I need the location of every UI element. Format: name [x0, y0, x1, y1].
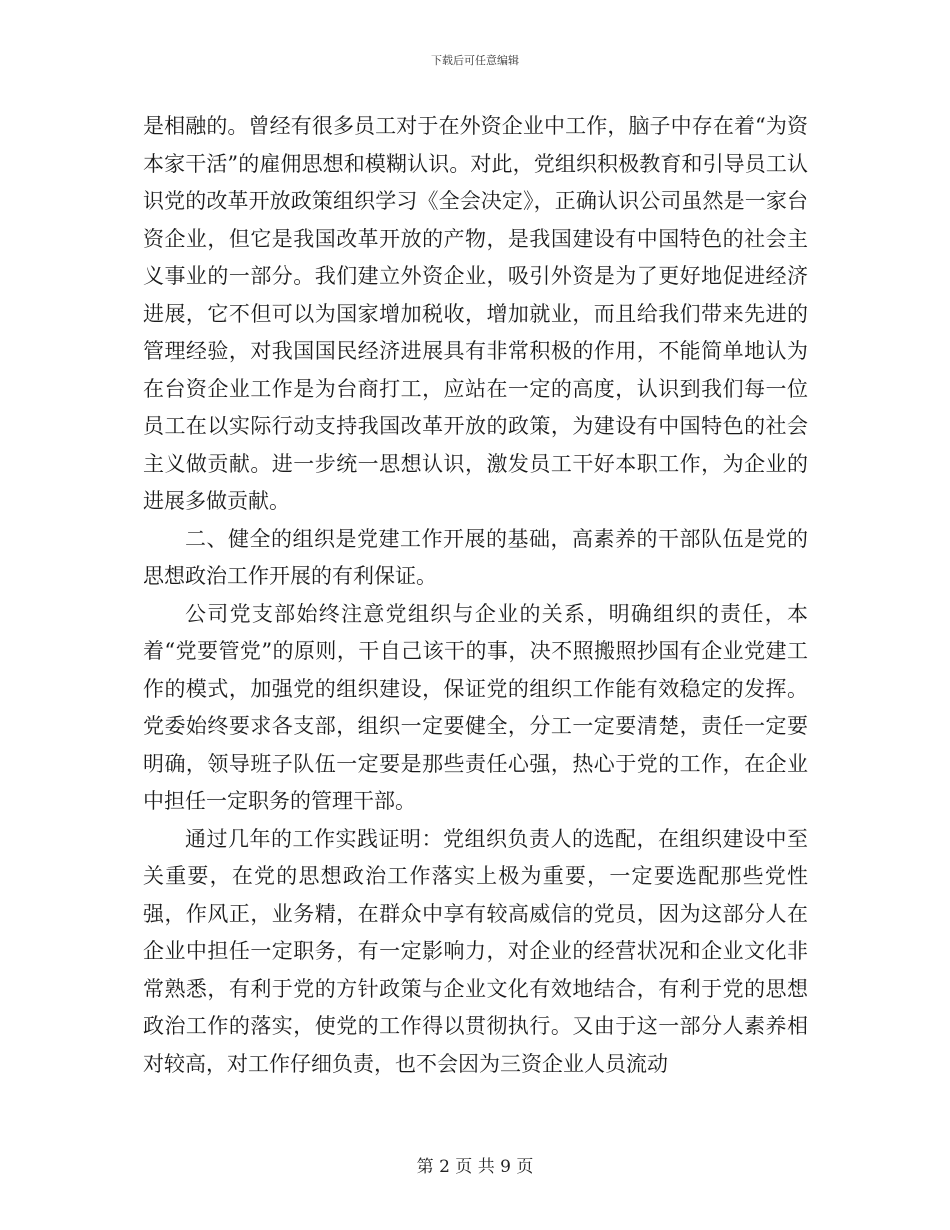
paragraph-continued: 是相融的。曾经有很多员工对于在外资企业中工作，脑子中存在着“为资本家干活”的雇佣思想和模糊认识。对此，党组织积极教育和引导员工认识党的改革开放政策组织学习《全会决定》，正确认识公司虽然是一家台资企业，但它是我国改革开放的产物，是我国建设有中国特色的社会主义事业的一部分。我们建立外资企业，吸引外资是为了更好地促进经济进展，它不但可以为国家增加税收，增加就业，而且给我们带来先进的管理经验，对我国国民经济进展具有非常积极的作用，不能简单地认为在台资企业工作是为台商打工，应站在一定的高度，认识到我们每一位员工在以实际行动支持我国改革开放的政策，为建设有中国特色的社会主义做贡献。进一步统一思想认识，激发员工干好本职工作，为企业的进展多做贡献。	[143, 114, 808, 513]
paragraph: 通过几年的工作实践证明：党组织负责人的选配，在组织建设中至关重要，在党的思想政治工作落实上极为重要，一定要选配那些党性强，作风正，业务精，在群众中享有较高威信的党员，因为这部分人在企业中担任一定职务，有一定影响力，对企业的经营状况和企业文化非常熟悉，有利于党的方针政策与企业文化有效地结合，有利于党的思想政治工作的落实，使党的工作得以贯彻执行。又由于这一部分人素养相对较高，对工作仔细负责，也不会因为三资企业人员流动	[143, 826, 808, 1076]
page-number: 第 2 页 共 9 页	[416, 1157, 534, 1177]
paragraph-section-two-heading: 二、健全的组织是党建工作开展的基础，高素养的干部队伍是党的思想政治工作开展的有利保证。	[143, 526, 808, 588]
page-header: 下载后可任意编辑	[431, 54, 519, 67]
document-body	[143, 108, 808, 1083]
paragraph: 公司党支部始终注意党组织与企业的关系，明确组织的责任，本着“党要管党”的原则，干自己该干的事，决不照搬照抄国有企业党建工作的模式，加强党的组织建设，保证党的组织工作能有效稳定的发挥。党委始终要求各支部，组织一定要健全，分工一定要清楚，责任一定要明确，领导班子队伍一定要是那些责任心强，热心于党的工作，在企业中担任一定职务的管理干部。	[143, 601, 808, 813]
